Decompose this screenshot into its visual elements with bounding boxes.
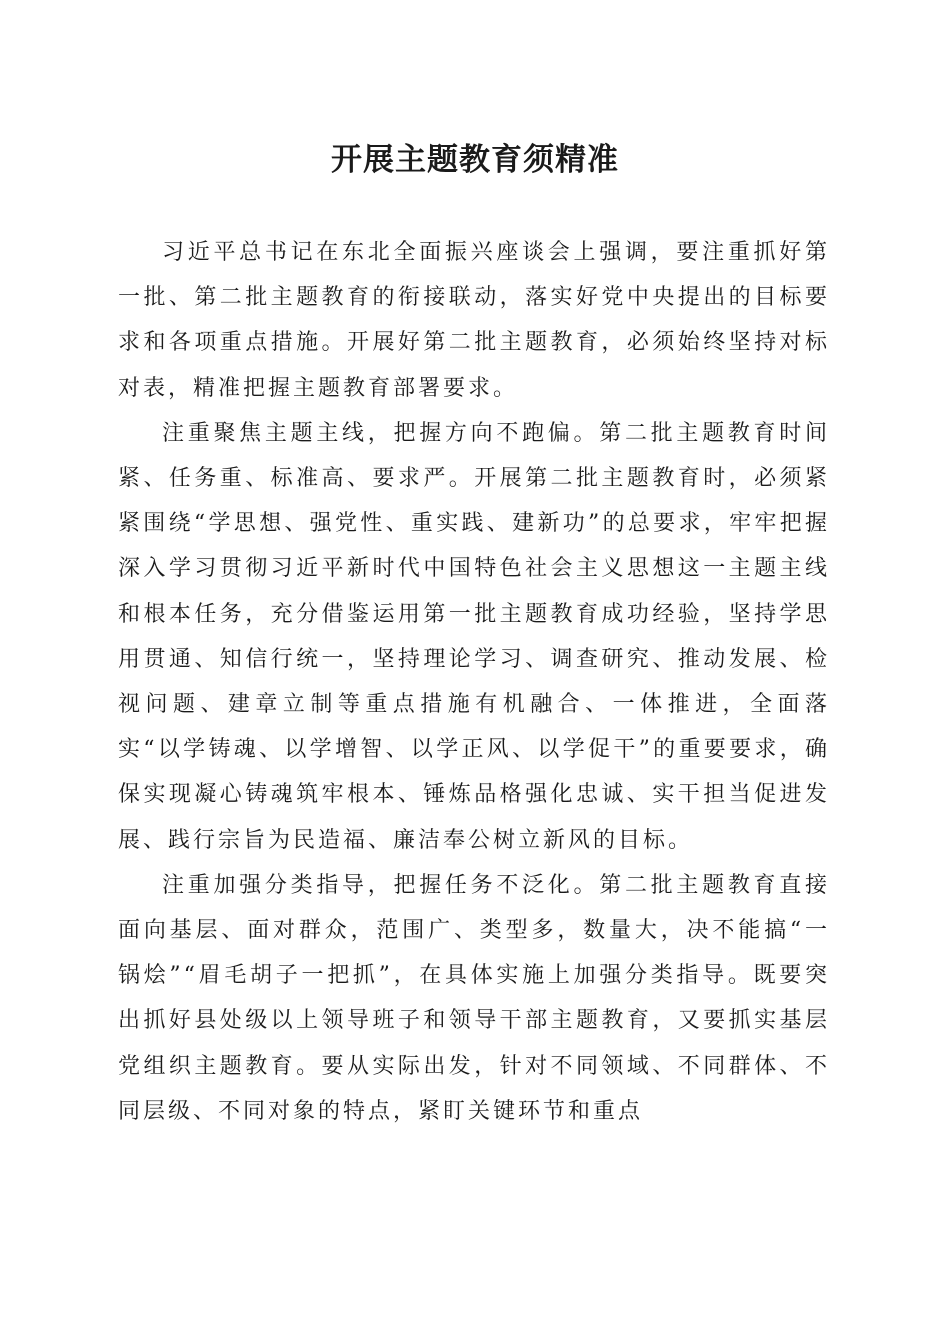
paragraph: 习近平总书记在东北全面振兴座谈会上强调，要注重抓好第一批、第二批主题教育的衔接联动，落实好党中央提出的目标要求和各项重点措施。开展好第二批主题教育，必须始终坚持对标对表，精准把握主题教育部署要求。 <box>118 240 830 401</box>
document-body <box>118 230 830 1134</box>
document-title: 开展主题教育须精准 <box>331 142 619 178</box>
paragraph: 注重聚焦主题主线，把握方向不跑偏。第二批主题教育时间紧、任务重、标准高、要求严。开展第二批主题教育时，必须紧紧围绕“学思想、强党性、重实践、建新功”的总要求，牢牢把握深入学习贯彻习近平新时代中国特色社会主义思想这一主题主线和根本任务，充分借鉴运用第一批主题教育成功经验，坚持学思用贯通、知信行统一，坚持理论学习、调查研究、推动发展、检视问题、建章立制等重点措施有机融合、一体推进，全面落实“以学铸魂、以学增智、以学正风、以学促干”的重要要求，确保实现凝心铸魂筑牢根本、锤炼品格强化忠诚、实干担当促进发展、践行宗旨为民造福、廉洁奉公树立新风的目标。 <box>118 420 830 853</box>
paragraph: 注重加强分类指导，把握任务不泛化。第二批主题教育直接面向基层、面对群众，范围广、类型多，数量大，决不能搞“一锅烩”“眉毛胡子一把抓”，在具体实施上加强分类指导。既要突出抓好县处级以上领导班子和领导干部主题教育，又要抓实基层党组织主题教育。要从实际出发，针对不同领域、不同群体、不同层级、不同对象的特点，紧盯关键环节和重点 <box>118 872 830 1124</box>
